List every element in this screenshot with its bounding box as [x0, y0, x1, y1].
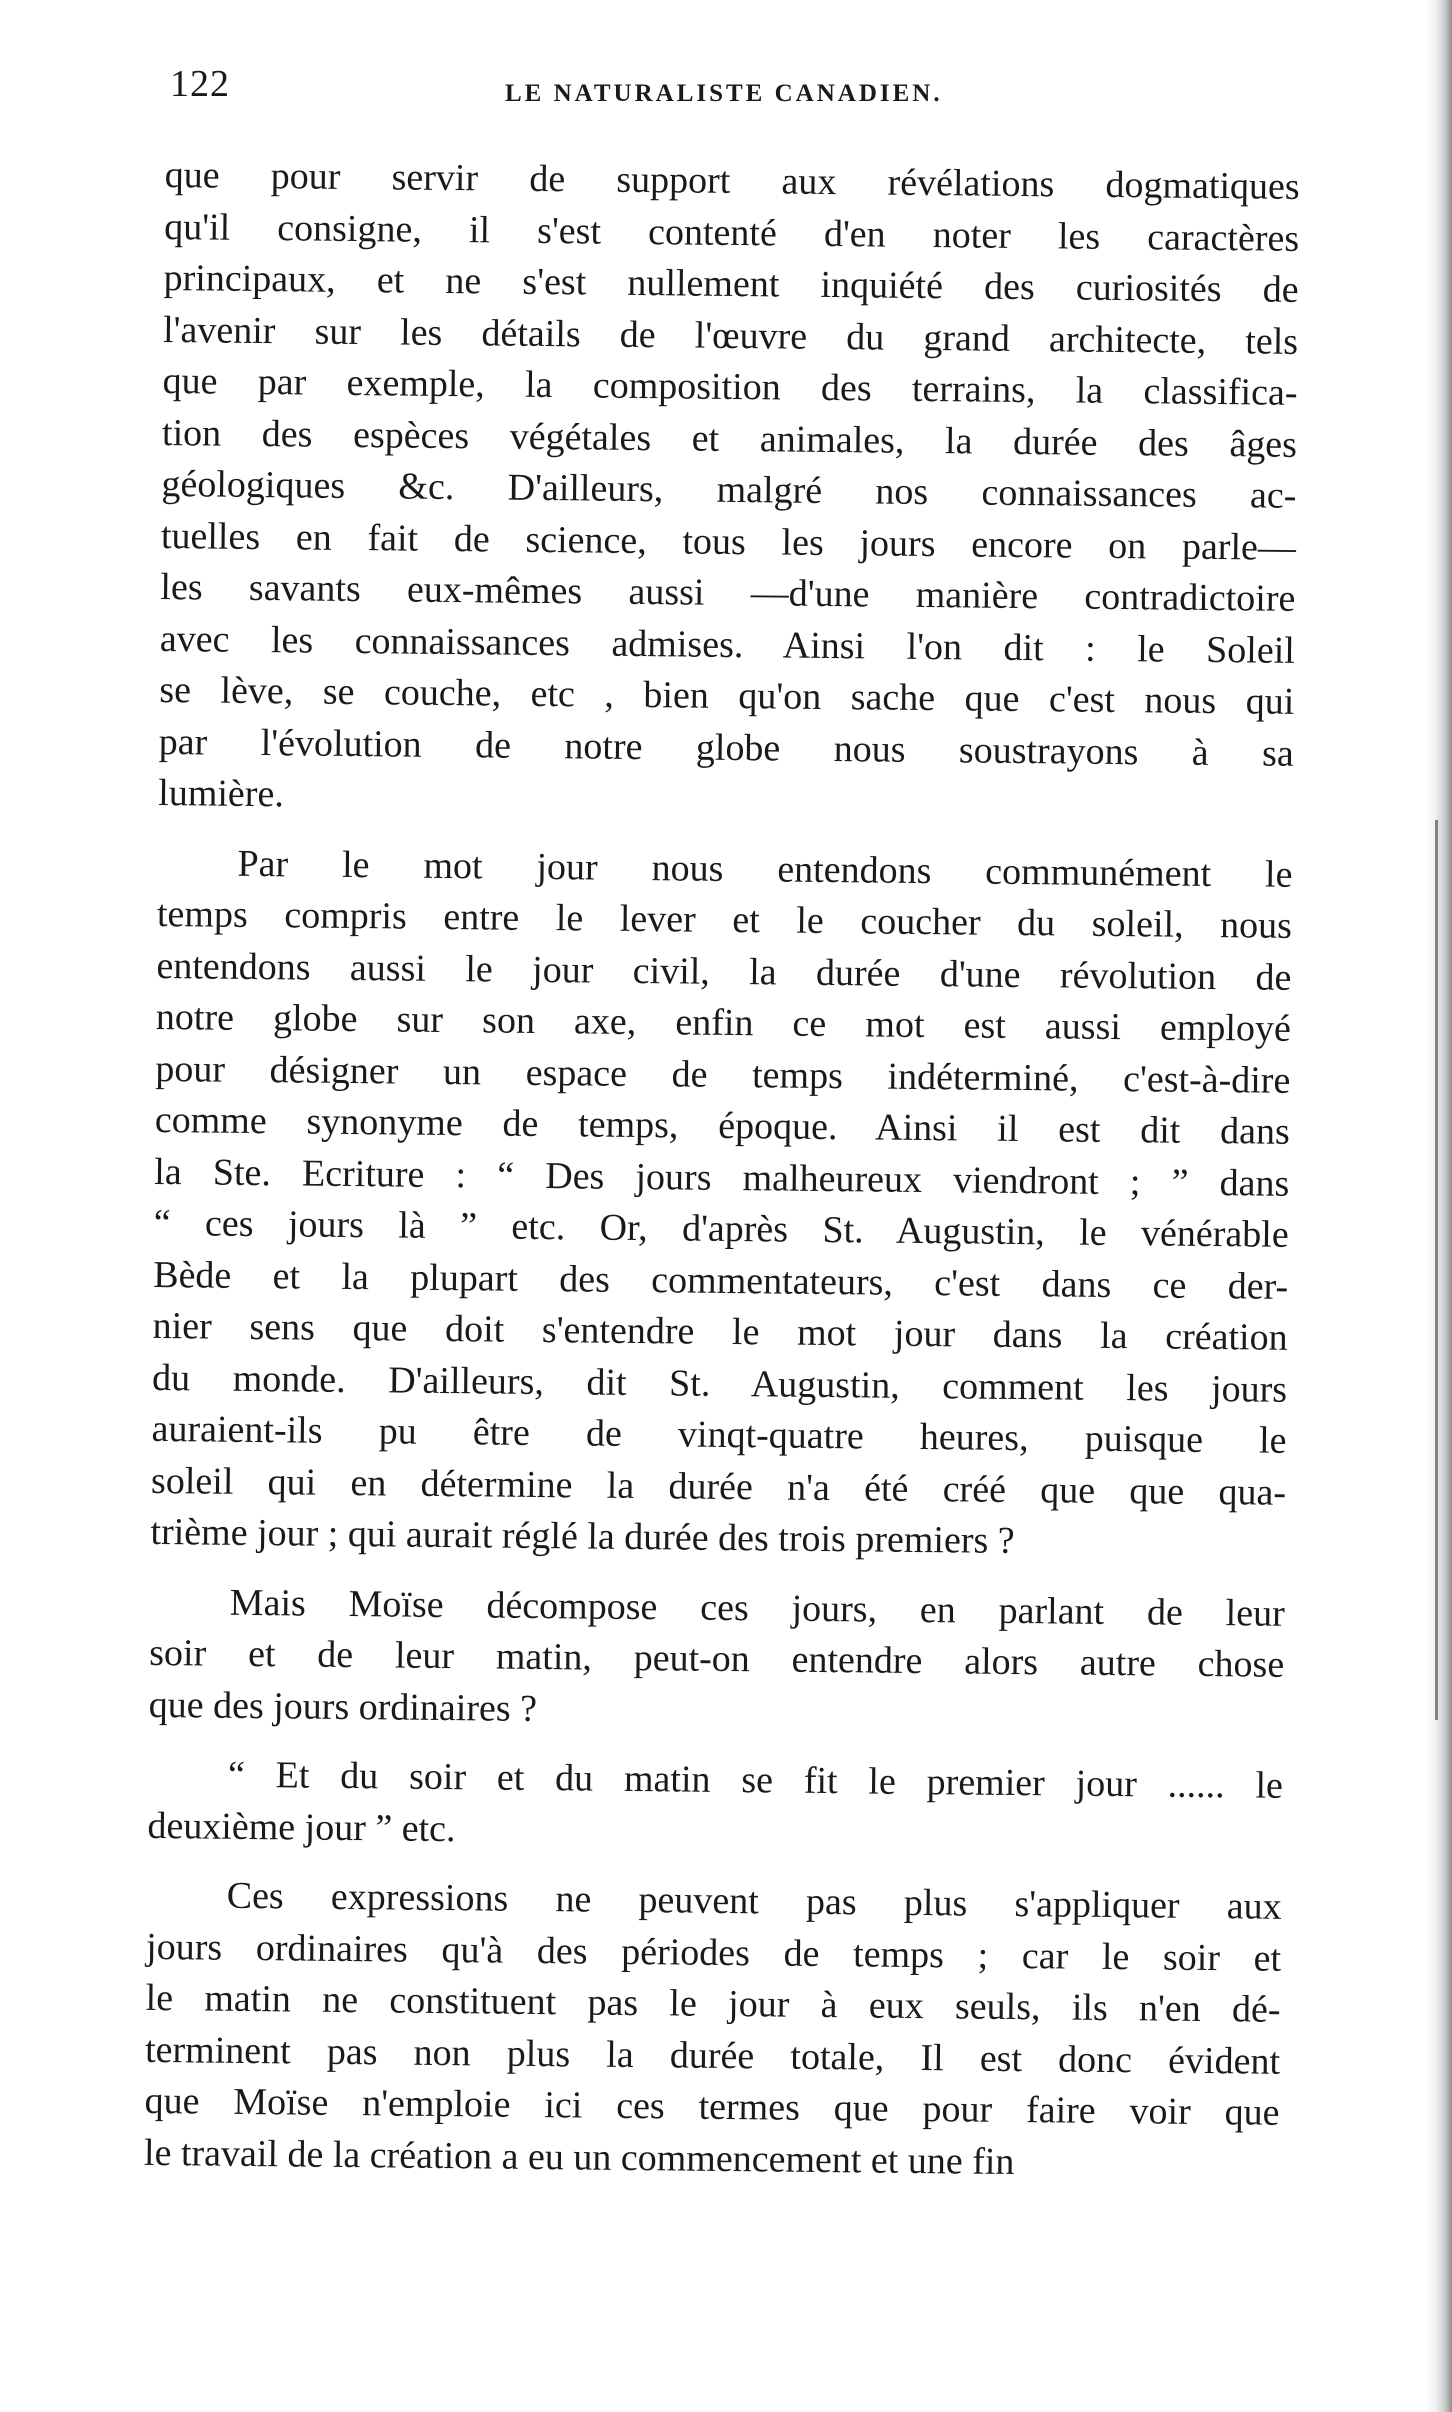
page-number: 122: [170, 63, 230, 105]
text-line: les savants eux-mêmes aussi —d'une manière contradictoire: [160, 565, 1296, 620]
text-line: que Moïse n'emploie ici ces termes que pour faire voir que: [144, 2079, 1280, 2134]
text-line: notre globe sur son axe, enfin ce mot est aussi employé: [155, 995, 1292, 1050]
text-line: soleil qui en détermine la durée n'a été créé que que qua-: [150, 1459, 1287, 1514]
text-line: que pour servir de support aux révélations dogmatiques: [164, 153, 1300, 208]
text-line: qu'il consigne, il s'est contenté d'en noter les caractères: [163, 205, 1300, 260]
body-text: [144, 150, 1300, 2209]
text-line: se lève, se couche, etc , bien qu'on sache que c'est nous qui: [159, 668, 1295, 723]
text-line: le travail de la création a eu un commencement et une fin: [143, 2131, 1015, 2183]
text-line: auraient-ils pu être de vinqt-quatre heures, puisque le: [151, 1407, 1287, 1462]
text-line: la Ste. Ecriture : “ Des jours malheureux viendront ; ” dans: [154, 1150, 1290, 1205]
text-line: le matin ne constituent pas le jour à eux seuls, ils n'en dé-: [145, 1976, 1281, 2031]
text-line: lumière.: [158, 771, 285, 816]
text-line: Ces expressions ne peuvent pas plus s'appliquer aux: [226, 1874, 1282, 1928]
text-line: trième jour ; qui aurait réglé la durée des trois premiers ?: [150, 1510, 1015, 1562]
page-edge-mark: [1435, 820, 1438, 1720]
text-line: soir et de leur matin, peut-on entendre alors autre chose: [149, 1631, 1285, 1686]
text-line: Bède et la plupart des commentateurs, c'est dans ce der-: [153, 1253, 1289, 1308]
text-line: avec les connaissances admises. Ainsi l'on dit : le Soleil: [159, 617, 1296, 672]
text-line: Par le mot jour nous entendons communément le: [237, 842, 1293, 896]
text-line: que des jours ordinaires ?: [148, 1683, 538, 1730]
text-line: “ ces jours là ” etc. Or, d'après St. Augustin, le vénérable: [153, 1201, 1289, 1256]
text-line: Mais Moïse décompose ces jours, en parlant de leur: [229, 1581, 1285, 1635]
page-edge-shadow: [1424, 0, 1452, 2412]
text-line: nier sens que doit s'entendre le mot jour dans la création: [152, 1304, 1288, 1359]
text-line: deuxième jour ” etc.: [147, 1804, 456, 1850]
text-line: terminent pas non plus la durée totale, Il est donc évident: [144, 2028, 1281, 2083]
text-line: du monde. D'ailleurs, dit St. Augustin, comment les jours: [151, 1356, 1288, 1411]
text-line: l'avenir sur les détails de l'œuvre du grand architecte, tels: [162, 308, 1299, 363]
running-title: LE NATURALISTE CANADIEN.: [505, 80, 943, 107]
text-line: comme synonyme de temps, époque. Ainsi il est dit dans: [154, 1098, 1291, 1153]
text-line: “ Et du soir et du matin se fit le premier jour ...... le: [227, 1753, 1284, 1807]
page-header: [170, 62, 1290, 122]
text-line: temps compris entre le lever et le coucher du soleil, nous: [156, 892, 1293, 947]
paragraph: [144, 1870, 1282, 2191]
paragraph: [158, 150, 1300, 831]
text-line: pour désigner un espace de temps indéterminé, c'est-à-dire: [155, 1047, 1291, 1102]
paragraph: [150, 837, 1292, 1570]
text-line: géologiques &c. D'ailleurs, malgré nos connaissances ac-: [161, 462, 1297, 517]
text-line: principaux, et ne s'est nullement inquiété des curiosités de: [163, 256, 1299, 311]
paragraph: [147, 1749, 1283, 1864]
text-line: tion des espèces végétales et animales, la durée des âges: [161, 411, 1298, 466]
text-line: jours ordinaires qu'à des périodes de temps ; car le soir et: [145, 1925, 1282, 1980]
text-line: tuelles en fait de science, tous les jours encore on parle—: [160, 514, 1297, 569]
paragraph: [148, 1576, 1285, 1742]
text-line: par l'évolution de notre globe nous soustrayons à sa: [158, 720, 1294, 775]
text-line: entendons aussi le jour civil, la durée d'une révolution de: [156, 944, 1292, 999]
text-line: que par exemple, la composition des terrains, la classifica-: [162, 359, 1298, 414]
